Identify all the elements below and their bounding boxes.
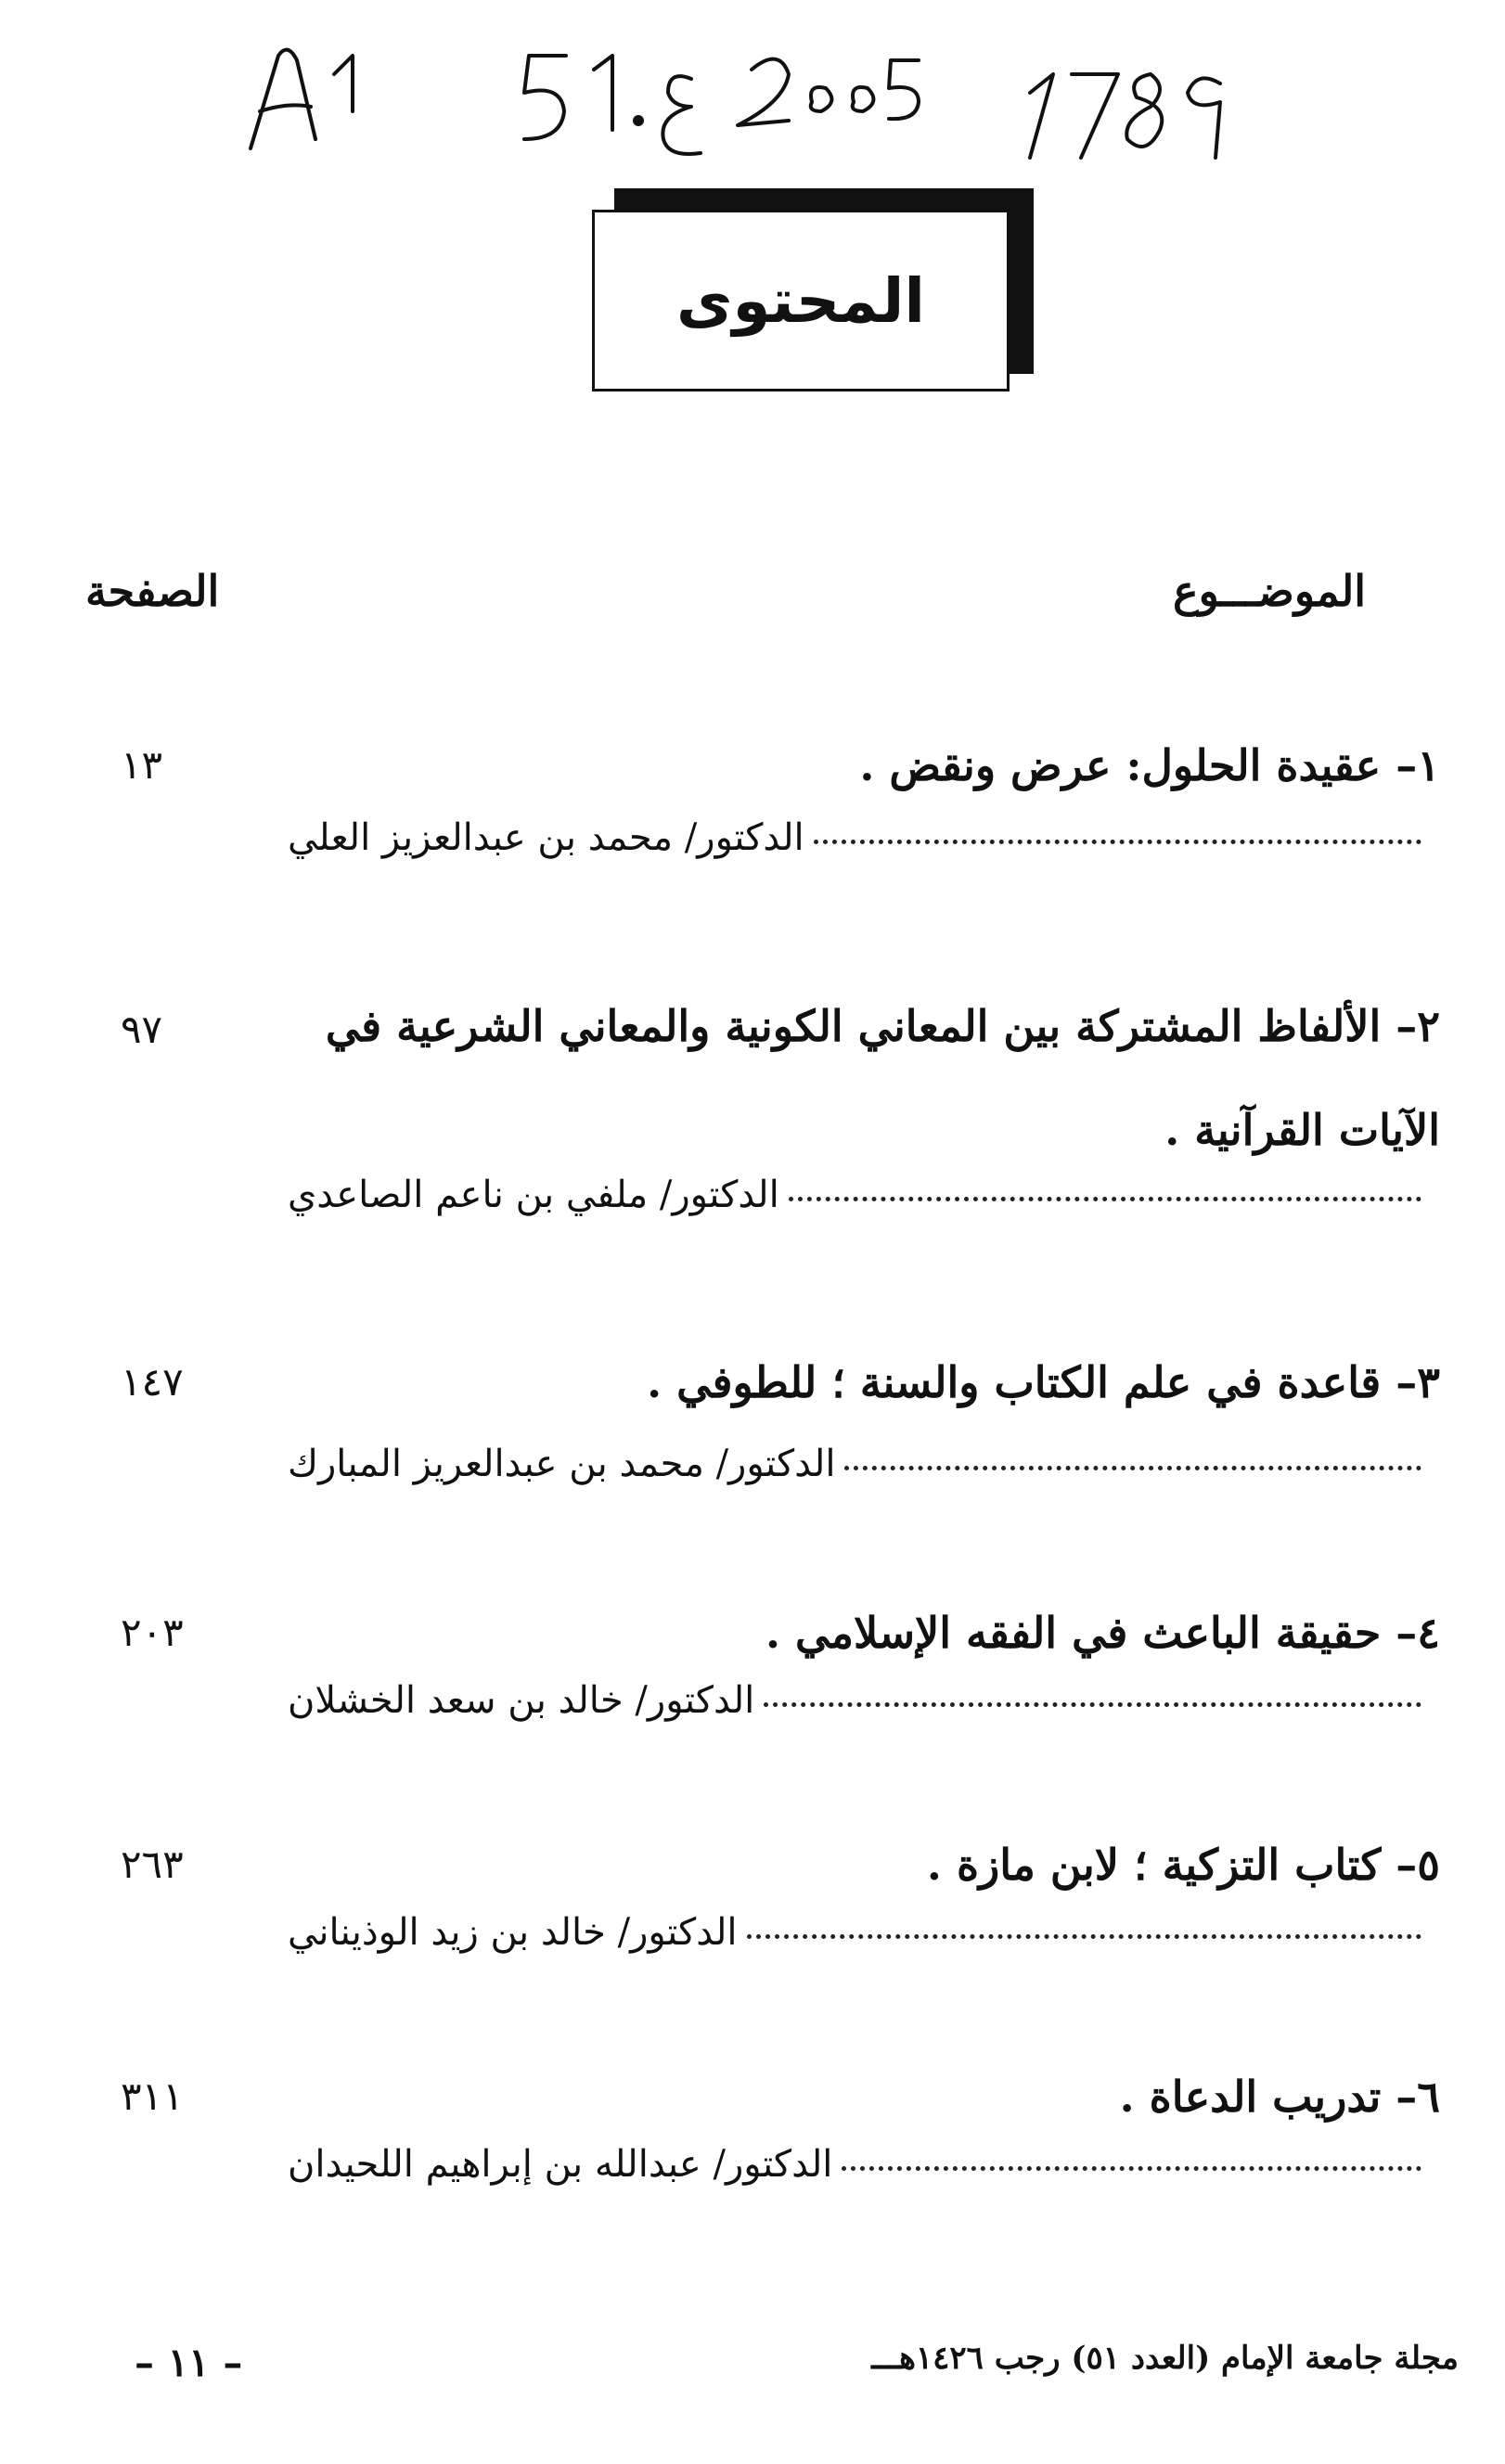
entry-title: ٣– قاعدة في علم الكتاب والسنة ؛ للطوفي . xyxy=(647,1357,1440,1407)
title-box xyxy=(592,210,1010,391)
entry-page-number: ٩٧ xyxy=(121,1007,163,1052)
entry-title: ١– عقيدة الحلول: عرض ونقض . xyxy=(859,740,1440,790)
entry-title: ٢– الألفاظ المشتركة بين المعاني الكونية والمعاني الشرعية في الآيات القرآنية . xyxy=(325,1001,1440,1155)
page-column-header: الصفحة xyxy=(85,566,220,616)
entry-page-number: ٢٦٣ xyxy=(121,1842,184,1887)
dot-leader xyxy=(789,1196,1421,1201)
page-title: المحتوى xyxy=(675,264,926,337)
entry-author: الدكتور/ محمد بن عبدالعزيز العلي xyxy=(288,816,804,859)
entry-author-row xyxy=(288,1443,1431,1508)
entry-author-row xyxy=(288,816,1431,881)
entry-page-number: ١٤٧ xyxy=(121,1359,184,1405)
entry-author: الدكتور/ خالد بن سعد الخشلان xyxy=(288,1679,755,1722)
entry-title: ٥– كتاب التزكية ؛ لابن مازة . xyxy=(926,1840,1440,1890)
handwritten-annotation xyxy=(213,19,1505,176)
dot-leader xyxy=(764,1701,1421,1707)
entry-author-row xyxy=(288,1679,1431,1744)
dot-leader xyxy=(842,2165,1421,2171)
entry-title: ٦– تدريب الدعاة . xyxy=(1119,2072,1440,2122)
topic-column-header: الموضـــوع xyxy=(1173,566,1366,616)
dot-leader xyxy=(814,839,1421,844)
dot-leader xyxy=(747,1933,1422,1939)
handwritten-scribble xyxy=(213,19,1505,176)
entry-author: الدكتور/ عبدالله بن إبراهيم اللحيدان xyxy=(288,2143,833,2186)
entry-author-row xyxy=(288,1174,1431,1238)
footer-page-number: – ١١ – xyxy=(135,2340,243,2385)
entry-title: ٤– حقيقة الباعث في الفقه الإسلامي . xyxy=(765,1608,1440,1658)
entry-author-row xyxy=(288,1911,1431,1976)
page-footer xyxy=(0,2340,1505,2405)
entry-page-number: ٣١١ xyxy=(121,2073,184,2119)
entry-page-number: ٢٠٣ xyxy=(121,1610,184,1655)
dot-leader xyxy=(844,1465,1421,1470)
entry-author: الدكتور/ ملفي بن ناعم الصاعدي xyxy=(288,1174,779,1216)
entry-author-row xyxy=(288,2143,1431,2208)
footer-journal-citation: مجلة جامعة الإمام (العدد ٥١) رجب ١٤٢٦هـــ xyxy=(871,2340,1459,2377)
entry-author: الدكتور/ خالد بن زيد الوذيناني xyxy=(288,1911,738,1954)
entry-page-number: ١٣ xyxy=(121,742,163,788)
entry-author: الدكتور/ محمد بن عبدالعريز المبارك xyxy=(288,1443,836,1485)
